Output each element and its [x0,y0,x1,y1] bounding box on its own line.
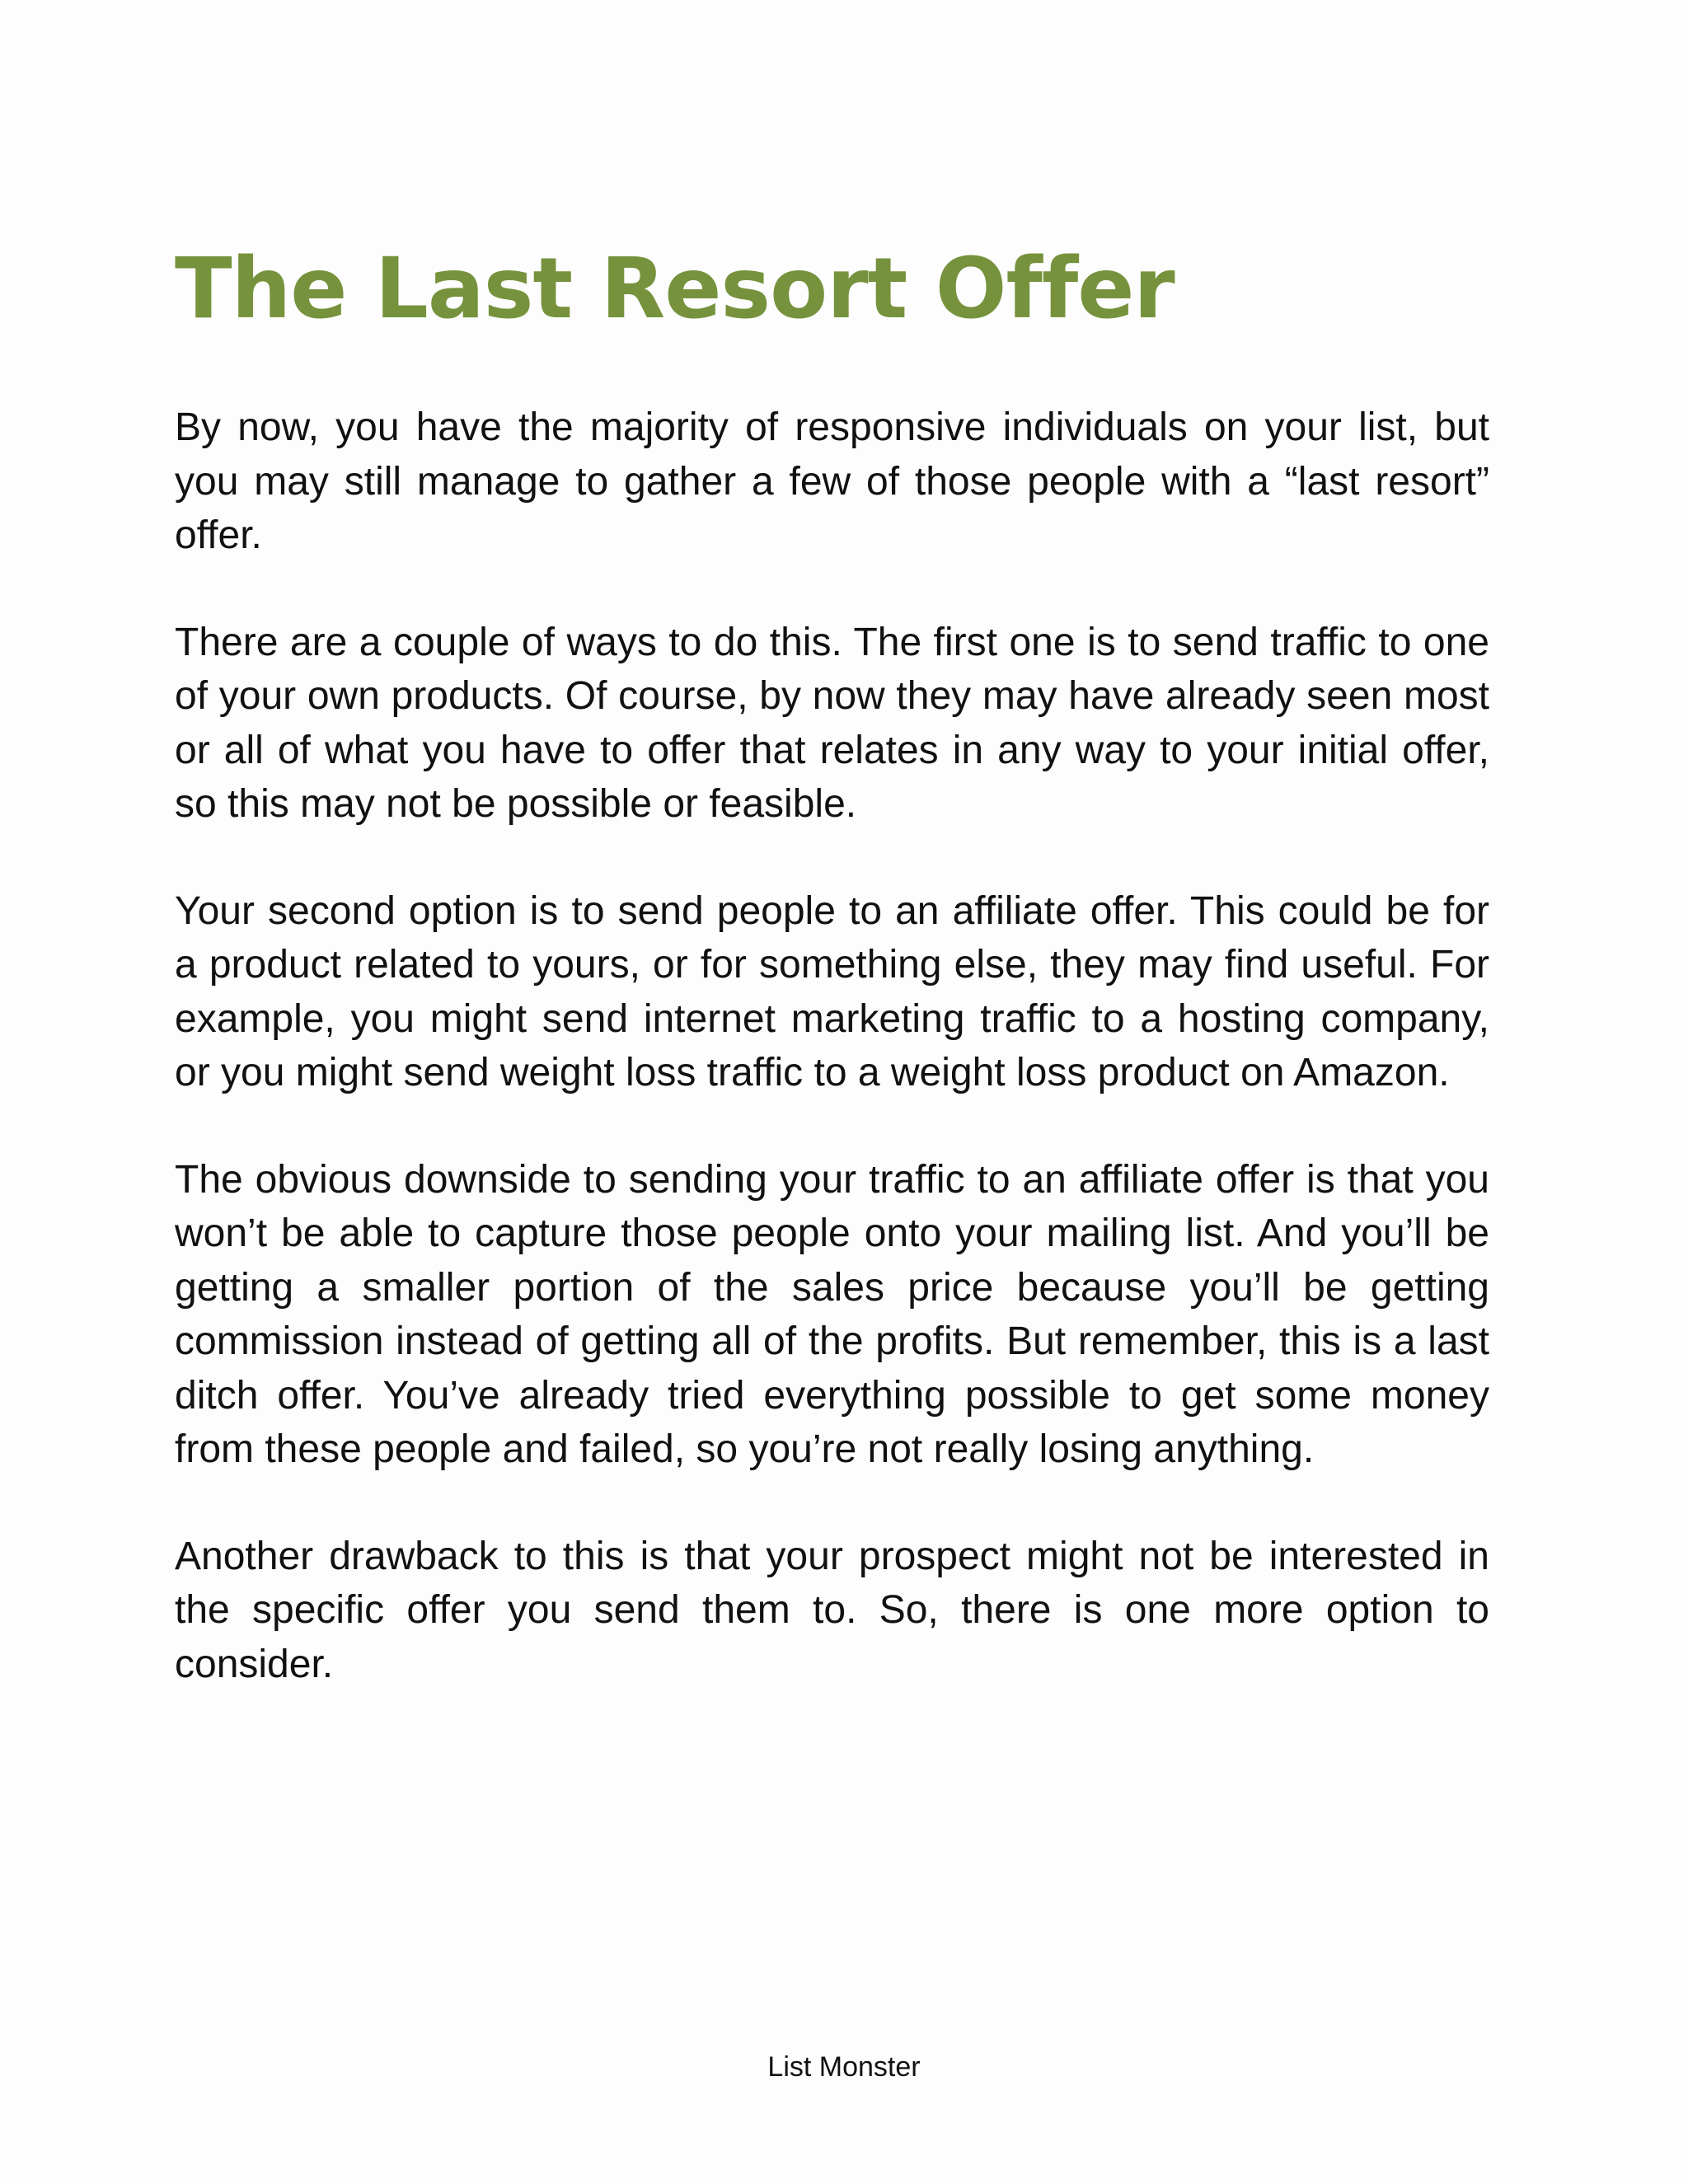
paragraph-5: Another drawback to this is that your prospect might not be interested in the specific offer you send them to. So, there is one more option to consider. [175,1534,1489,1686]
paragraph-1: By now, you have the majority of responsive individuals on your list, but you may still manage to gather a few of those people with a “last resort” offer. [175,405,1489,557]
page-footer: List Monster [767,2051,921,2083]
paragraph-2: There are a couple of ways to do this. The first one is to send traffic to one of your own products. Of course, by now they may have already seen most or all of what you have to offer that relates in any way to your initial offer, so this may not be possible or feasible. [175,620,1489,826]
page-title: The Last Resort Offer [175,240,1175,338]
paragraph-4: The obvious downside to sending your traffic to an affiliate offer is that you won’t be able to capture those people onto your mailing list. And you’ll be getting a smaller portion of the sales price because you’ll be getting commission instead of getting all of the profits. But remember, this is a last ditch offer. You’ve already tried everything possible to get some money from these people and failed, so you’re not really losing anything. [175,1157,1489,1471]
page-content [175,239,1489,1691]
paragraph-3: Your second option is to send people to an affiliate offer. This could be for a product related to yours, or for something else, they may find useful. For example, you might send internet marketing traffic to a hosting company, or you might send weight loss traffic to a weight loss product on Amazon. [175,888,1489,1094]
body-text [175,401,1489,1691]
